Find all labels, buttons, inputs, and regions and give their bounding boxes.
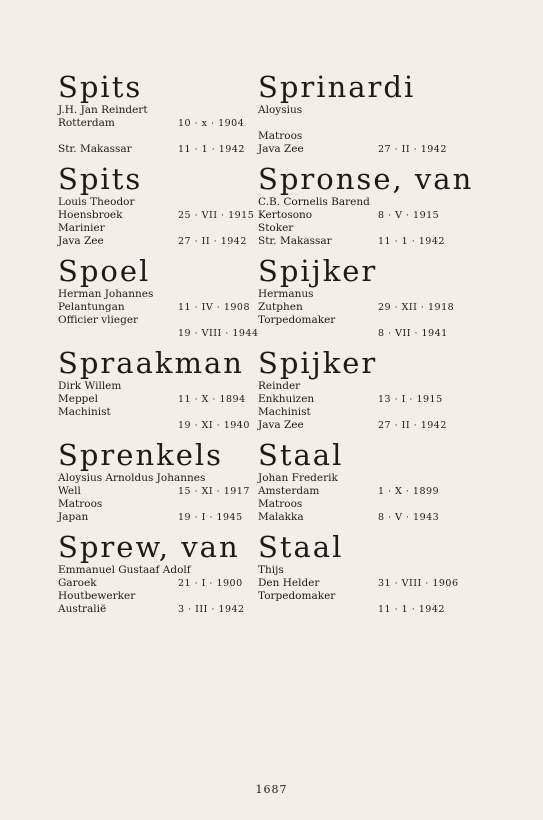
entry-text: Rotterdam: [58, 117, 115, 129]
entry-text: Officier vlieger: [58, 314, 139, 326]
entry-line: [258, 564, 498, 577]
entry-line: [258, 393, 498, 406]
entry-text: Herman Johannes: [58, 288, 154, 300]
entry-text: Aloysius: [258, 104, 303, 116]
entry-line: [258, 209, 498, 222]
entry-text: Kertosono: [258, 209, 313, 221]
entry-date: 8 · VII · 1941: [378, 328, 448, 339]
surname: Spronse, van: [258, 162, 474, 196]
entry-text: Enkhuizen: [258, 393, 315, 405]
entry-date: 27 · II · 1942: [378, 420, 447, 431]
entry-date: 29 · XII · 1918: [378, 302, 455, 313]
entry-date: 27 · II · 1942: [378, 144, 447, 155]
entry-text: Torpedomaker: [258, 590, 336, 602]
surname: Staal: [258, 438, 344, 472]
entry-line: [258, 485, 498, 498]
entry-text: Den Helder: [258, 577, 320, 589]
surname: Spits: [58, 162, 143, 196]
entry-text: Garoek: [58, 577, 97, 589]
entry-text: Machinist: [258, 406, 311, 418]
entry-date: 10 · x · 1904: [178, 118, 245, 129]
entry-date: 1 · X · 1899: [378, 486, 440, 497]
entry-text: Houtbewerker: [58, 590, 136, 602]
entry-date: 11 · X · 1894: [178, 394, 246, 405]
entry-line: [258, 130, 498, 143]
entry-text: Java Zee: [58, 235, 104, 247]
entry-date: 19 · VIII · 1944: [178, 328, 259, 339]
entry-line: [258, 603, 498, 616]
entry-text: Pelantungan: [58, 301, 125, 313]
entry-text: J.H. Jan Reindert: [58, 104, 148, 116]
entry-date: 8 · V · 1943: [378, 512, 440, 523]
surname: Sprenkels: [58, 438, 224, 472]
entry-text: Australië: [58, 603, 107, 615]
entry-text: Zutphen: [258, 301, 303, 313]
name-entry: [258, 530, 498, 622]
name-entry: [258, 254, 498, 346]
entry-date: 31 · VIII · 1906: [378, 578, 459, 589]
entry-date: 8 · V · 1915: [378, 210, 440, 221]
surname: Sprew, van: [58, 530, 240, 564]
entry-text: Hermanus: [258, 288, 314, 300]
entry-line: [258, 196, 498, 209]
name-entry: [258, 162, 498, 254]
name-entry: [258, 438, 498, 530]
surname: Spijker: [258, 346, 378, 380]
entry-line: [258, 301, 498, 314]
entry-text: Machinist: [58, 406, 111, 418]
entry-text: Matroos: [258, 130, 303, 142]
entry-text: C.B. Cornelis Barend: [258, 196, 370, 208]
entry-line: [258, 419, 498, 432]
surname: Spijker: [258, 254, 378, 288]
entry-text: Amsterdam: [258, 485, 320, 497]
entry-text: Aloysius Arnoldus Johannes: [58, 472, 206, 484]
entry-text: Johan Frederik: [258, 472, 338, 484]
entry-line: [258, 235, 498, 248]
entry-date: 27 · II · 1942: [178, 236, 247, 247]
entry-date: 3 · III · 1942: [178, 604, 245, 615]
entry-spacer: [258, 616, 498, 622]
name-entry: [258, 346, 498, 438]
name-entry: [258, 70, 498, 162]
surname: Spoel: [58, 254, 151, 288]
surname: Spits: [58, 70, 143, 104]
entry-line: [258, 117, 498, 130]
entry-text: Dirk Willem: [58, 380, 122, 392]
entry-line: [258, 498, 498, 511]
entry-text: Marinier: [58, 222, 105, 234]
entry-line: [258, 314, 498, 327]
entry-line: [258, 590, 498, 603]
entry-line: [258, 104, 498, 117]
entry-text: Matroos: [258, 498, 303, 510]
entry-text: Hoensbroek: [58, 209, 123, 221]
entry-date: 11 · IV · 1908: [178, 302, 250, 313]
entry-text: Stoker: [258, 222, 294, 234]
entry-text: Matroos: [58, 498, 103, 510]
entry-text: Louis Theodor: [58, 196, 135, 208]
right-column: [258, 70, 498, 622]
entry-line: [258, 406, 498, 419]
surname: Sprinardi: [258, 70, 416, 104]
entry-text: Well: [58, 485, 81, 497]
entry-date: 21 · I · 1900: [178, 578, 243, 589]
entry-line: [258, 143, 498, 156]
entry-line: [258, 472, 498, 485]
entry-line: [258, 222, 498, 235]
entry-line: [258, 380, 498, 393]
surname: Staal: [258, 530, 344, 564]
entry-date: 11 · 1 · 1942: [378, 236, 445, 247]
page-number: 1687: [255, 783, 288, 796]
entry-text: Java Zee: [258, 419, 304, 431]
entry-text: Thijs: [258, 564, 284, 576]
surname: Spraakman: [58, 346, 244, 380]
entry-text: Reinder: [258, 380, 301, 392]
entry-date: 25 · VII · 1915: [178, 210, 255, 221]
entry-text: Emmanuel Gustaaf Adolf: [58, 564, 191, 576]
entry-line: [258, 511, 498, 524]
entry-line: [258, 577, 498, 590]
entry-date: 11 · 1 · 1942: [378, 604, 445, 615]
entry-text: Str. Makassar: [258, 235, 332, 247]
entry-text: Java Zee: [258, 143, 304, 155]
entry-date: 13 · I · 1915: [378, 394, 443, 405]
entry-date: 19 · I · 1945: [178, 512, 243, 523]
entry-line: [258, 288, 498, 301]
entry-date: 11 · 1 · 1942: [178, 144, 245, 155]
entry-date: 19 · XI · 1940: [178, 420, 250, 431]
entry-date: 15 · XI · 1917: [178, 486, 250, 497]
entry-text: Str. Makassar: [58, 143, 132, 155]
entry-text: Malakka: [258, 511, 304, 523]
entry-line: [258, 327, 498, 340]
entry-text: Japan: [58, 511, 89, 523]
entry-text: Torpedomaker: [258, 314, 336, 326]
entry-text: Meppel: [58, 393, 98, 405]
